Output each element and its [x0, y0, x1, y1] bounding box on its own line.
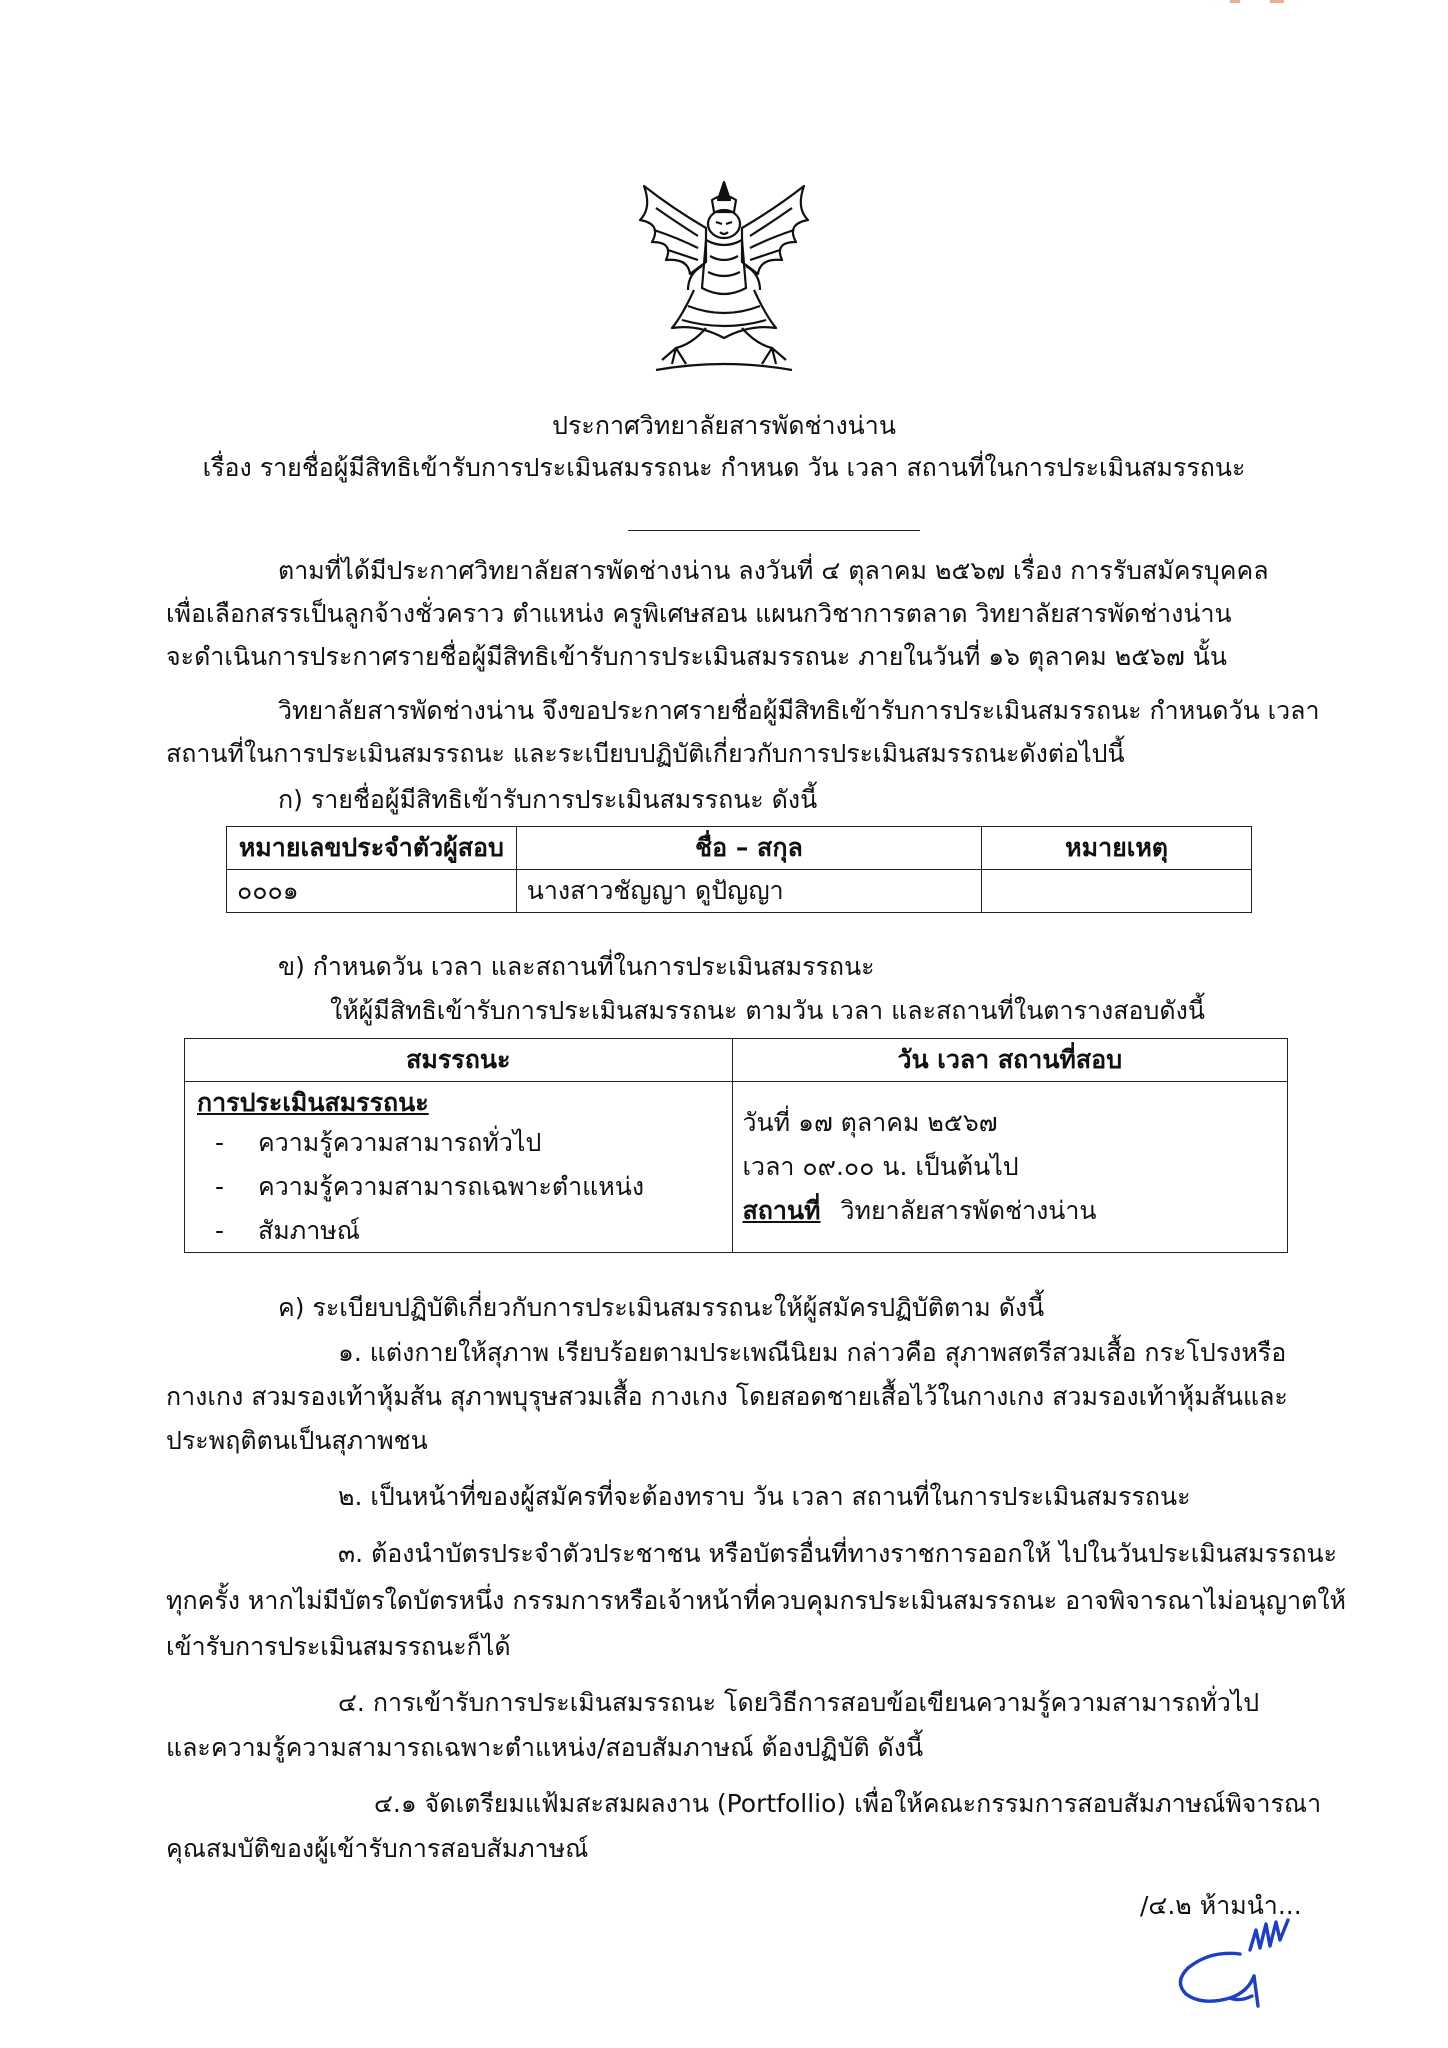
- table-row: [227, 870, 1252, 913]
- rule-item: และความรู้ความสามารถเฉพาะตำแหน่ง/สอบสัมภาษณ์ ต้องปฏิบัติ ดังนี้: [166, 1733, 924, 1762]
- rule-subitem: ๔.๑ จัดเตรียมแฟ้มสะสมผลงาน (Portfollio) เพื่อให้คณะกรรมการสอบสัมภาษณ์พิจารณา: [374, 1789, 1322, 1818]
- page-continuation: /๔.๒ ห้ามนำ...: [1140, 1891, 1302, 1920]
- competency-item-label: ความรู้ความสามารถเฉพาะตำแหน่ง: [257, 1172, 645, 1201]
- competency-item: [197, 1126, 722, 1160]
- document-subject: เรื่อง รายชื่อผู้มีสิทธิเข้ารับการประเมินสมรรถนะ กำหนด วัน เวลา สถานที่ในการประเมินสมรรถนะ: [202, 453, 1246, 482]
- document-title: ประกาศวิทยาลัยสารพัดช่างน่าน: [552, 411, 896, 440]
- column-header: สมรรถนะ: [185, 1039, 733, 1082]
- schedule-table: [184, 1038, 1288, 1253]
- competency-item: [197, 1170, 722, 1204]
- table-header-row: [185, 1039, 1288, 1082]
- rule-item: ประพฤติตนเป็นสุภาพชน: [166, 1426, 428, 1455]
- table-header-row: [227, 827, 1252, 870]
- scan-mark-icon: [1230, 0, 1290, 8]
- competency-item-label: ความรู้ความสามารถทั่วไป: [257, 1128, 542, 1157]
- section-b-heading: ข) กำหนดวัน เวลา และสถานที่ในการประเมินสมรรถนะ: [278, 952, 875, 981]
- section-a-heading: ก) รายชื่อผู้มีสิทธิเข้ารับการประเมินสมรรถนะ ดังนี้: [278, 785, 818, 814]
- candidate-note: [982, 870, 1252, 913]
- column-header: วัน เวลา สถานที่สอบ: [732, 1039, 1287, 1082]
- rule-subitem: คุณสมบัติของผู้เข้ารับการสอบสัมภาษณ์: [166, 1834, 589, 1863]
- section-c-heading: ค) ระเบียบปฏิบัติเกี่ยวกับการประเมินสมรรถนะให้ผู้สมัครปฏิบัติตาม ดังนี้: [278, 1293, 1045, 1322]
- competency-item-label: สัมภาษณ์: [257, 1216, 360, 1245]
- rule-item: ๒. เป็นหน้าที่ของผู้สมัครที่จะต้องทราบ วัน เวลา สถานที่ในการประเมินสมรรถนะ: [338, 1482, 1191, 1511]
- title-divider: [628, 530, 920, 531]
- place-value: วิทยาลัยสารพัดช่างน่าน: [840, 1196, 1097, 1225]
- section-b-subheading: ให้ผู้มีสิทธิเข้ารับการประเมินสมรรถนะ ตามวัน เวลา และสถานที่ในตารางสอบดังนี้: [330, 996, 1205, 1025]
- rule-item: ทุกครั้ง หากไม่มีบัตรใดบัตรหนึ่ง กรรมการหรือเจ้าหน้าที่ควบคุมกรประเมินสมรรถนะ อาจพิจารณาไม่อนุญาตให้: [166, 1586, 1347, 1615]
- exam-time: เวลา ๐๙.๐๐ น. เป็นต้นไป: [742, 1152, 1019, 1181]
- candidate-table: [226, 826, 1252, 913]
- rule-item: ๔. การเข้ารับการประเมินสมรรถนะ โดยวิธีการสอบข้อเขียนความรู้ความสามารถทั่วไป: [338, 1688, 1260, 1717]
- intro-line: จะดำเนินการประกาศรายชื่อผู้มีสิทธิเข้ารับการประเมินสมรรถนะ ภายในวันที่ ๑๖ ตุลาคม ๒๕๖๗ นั้น: [166, 642, 1227, 671]
- table-row: [185, 1082, 1288, 1253]
- candidate-name: นางสาวชัญญา ดูปัญญา: [516, 870, 981, 913]
- rule-item: ๑. แต่งกายให้สุภาพ เรียบร้อยตามประเพณีนิยม กล่าวคือ สุภาพสตรีสวมเสื้อ กระโปรงหรือ: [338, 1338, 1287, 1367]
- intro-line: ตามที่ได้มีประกาศวิทยาลัยสารพัดช่างน่าน ลงวันที่ ๔ ตุลาคม ๒๕๖๗ เรื่อง การรับสมัครบุคคล: [278, 556, 1269, 585]
- place-label: สถานที่: [742, 1196, 821, 1225]
- bullet: -: [215, 1128, 225, 1157]
- candidate-id: ๐๐๐๑: [227, 870, 517, 913]
- bullet: -: [215, 1216, 225, 1245]
- competency-cell: [185, 1082, 733, 1253]
- rule-item: เข้ารับการประเมินสมรรถนะก็ได้: [166, 1632, 511, 1661]
- competency-item: [197, 1214, 722, 1248]
- exam-place: [743, 1194, 1277, 1228]
- competency-title: การประเมินสมรรถนะ: [197, 1088, 429, 1117]
- intro-line: วิทยาลัยสารพัดช่างน่าน จึงขอประกาศรายชื่อผู้มีสิทธิเข้ารับการประเมินสมรรถนะ กำหนดวัน เวลา: [278, 696, 1320, 725]
- signature-icon: [1170, 1910, 1300, 2020]
- garuda-emblem-icon: [632, 178, 816, 376]
- rule-item: ๓. ต้องนำบัตรประจำตัวประชาชน หรือบัตรอื่นที่ทางราชการออกให้ ไปในวันประเมินสมรรถนะ: [338, 1539, 1338, 1568]
- column-header: ชื่อ – สกุล: [516, 827, 981, 870]
- intro-line: เพื่อเลือกสรรเป็นลูกจ้างชั่วคราว ตำแหน่ง ครูพิเศษสอน แผนกวิชาการตลาด วิทยาลัยสารพัดช่างน่าน: [166, 599, 1232, 628]
- intro-line: สถานที่ในการประเมินสมรรถนะ และระเบียบปฏิบัติเกี่ยวกับการประเมินสมรรถนะดังต่อไปนี้: [166, 739, 1125, 768]
- column-header: หมายเหตุ: [982, 827, 1252, 870]
- rule-item: กางเกง สวมรองเท้าหุ้มส้น สุภาพบุรุษสวมเสื้อ กางเกง โดยสอดชายเสื้อไว้ในกางเกง สวมรองเท้าหุ้มส้นและ: [166, 1382, 1288, 1411]
- column-header: หมายเลขประจำตัวผู้สอบ: [227, 827, 517, 870]
- exam-date: วันที่ ๑๗ ตุลาคม ๒๕๖๗: [742, 1108, 998, 1137]
- bullet: -: [215, 1172, 225, 1201]
- schedule-cell: [732, 1082, 1287, 1253]
